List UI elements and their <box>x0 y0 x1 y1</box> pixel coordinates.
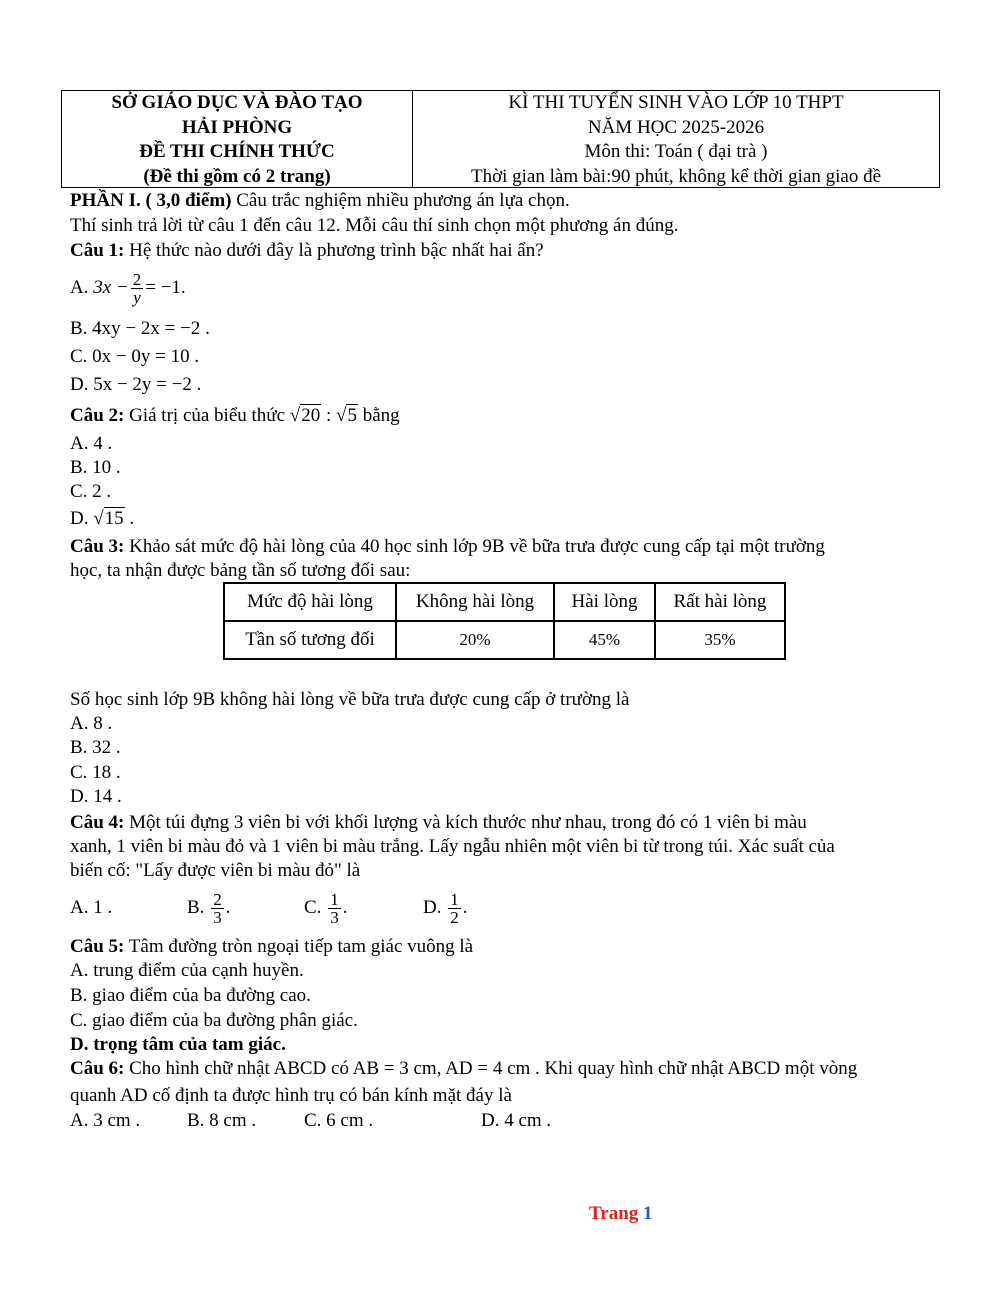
official-exam-label: ĐỀ THI CHÍNH THỨC <box>139 141 335 162</box>
q2-option-a: A. 4 . <box>70 433 113 454</box>
exam-name: KÌ THI TUYỂN SINH VÀO LỚP 10 THPT <box>508 92 844 113</box>
question-4-line2: xanh, 1 viên bi màu đỏ và 1 viên bi màu trắng. Lấy ngẫu nhiên một viên bi từ trong túi. Xác suất của <box>70 836 835 857</box>
q3-option-b: B. 32 . <box>70 737 121 758</box>
time-limit: Thời gian làm bài:90 phút, không kể thời gian giao đề <box>470 165 882 187</box>
q1-option-a: A. 3x − $\frac{2}{y}$ = −1. <box>70 270 186 308</box>
table-cell: 20% <box>396 621 554 659</box>
frequency-table <box>223 582 786 660</box>
q4-b-fraction: $\frac{2}{3}$ <box>213 890 222 928</box>
exam-header <box>61 90 940 188</box>
q4-option-b: B. $\frac{2}{3}$ . <box>187 890 231 928</box>
table-header-row <box>224 583 785 621</box>
q4-option-c: C. $\frac{1}{3}$ . <box>304 890 348 928</box>
q4-d-fraction: $\frac{1}{2}$ <box>450 890 459 928</box>
q2-option-c: C. 2 . <box>70 481 112 502</box>
q1-a-fraction: $\frac{2}{y}$ <box>132 270 142 308</box>
q5-option-c: C. giao điểm của ba đường phân giác. <box>70 1010 358 1031</box>
table-cell: Tần số tương đối <box>224 621 396 659</box>
q4-option-d: D. $\frac{1}{2}$ . <box>423 890 468 928</box>
table-header: Không hài lòng <box>396 583 554 621</box>
subject: Môn thi: Toán ( đại trà ) <box>584 141 768 162</box>
question-6: Câu 6: Cho hình chữ nhật ABCD có AB = 3 cm, AD = 4 cm . Khi quay hình chữ nhật ABCD một vòng <box>70 1058 858 1079</box>
q6-option-c: C. 6 cm . <box>304 1110 374 1131</box>
table-row <box>224 621 785 659</box>
q5-option-a: A. trung điểm của cạnh huyền. <box>70 960 304 981</box>
question-2: Câu 2: Giá trị của biểu thức √20 : √5 bằng <box>70 405 400 426</box>
header-right <box>413 91 939 187</box>
page-count-note: (Đề thi gồm có 2 trang) <box>143 165 331 187</box>
q1-option-c: C. 0x − 0y = 10 . <box>70 346 200 367</box>
part1-title: PHẦN I. ( 3,0 điểm) Câu trắc nghiệm nhiều phương án lựa chọn. <box>70 190 570 211</box>
sqrt-20: √20 <box>289 405 321 426</box>
sqrt-5: √5 <box>336 405 357 426</box>
table-header: Hài lòng <box>554 583 655 621</box>
table-cell: 35% <box>655 621 785 659</box>
part1-instruction: Thí sinh trả lời từ câu 1 đến câu 12. Mỗi câu thí sinh chọn một phương án đúng. <box>70 215 679 236</box>
q5-option-b: B. giao điểm của ba đường cao. <box>70 985 311 1006</box>
q3-question: Số học sinh lớp 9B không hài lòng về bữa trưa được cung cấp ở trường là <box>70 689 630 710</box>
question-4: Câu 4: Một túi đựng 3 viên bi với khối lượng và kích thước như nhau, trong đó có 1 viên bi màu <box>70 812 807 833</box>
question-4-line3: biến cố: "Lấy được viên bi màu đỏ" là <box>70 860 361 881</box>
q3-option-a: A. 8 . <box>70 713 113 734</box>
question-3: Câu 3: Khảo sát mức độ hài lòng của 40 học sinh lớp 9B về bữa trưa được cung cấp tại một trường <box>70 536 825 557</box>
q1-option-b: B. 4xy − 2x = −2 . <box>70 318 210 339</box>
footer-page-word: Trang <box>589 1203 639 1224</box>
table-cell: 45% <box>554 621 655 659</box>
q6-option-a: A. 3 cm . <box>70 1110 141 1131</box>
department-name: SỞ GIÁO DỤC VÀ ĐÀO TẠO <box>111 92 363 113</box>
question-3-line2: học, ta nhận được bảng tần số tương đối sau: <box>70 560 411 581</box>
q6-option-d: D. 4 cm . <box>481 1110 552 1131</box>
footer-page-number: 1 <box>643 1203 653 1224</box>
q3-option-d: D. 14 . <box>70 786 122 807</box>
sqrt-15: √15 <box>93 508 124 529</box>
table-header: Mức độ hài lòng <box>224 583 396 621</box>
question-5: Câu 5: Tâm đường tròn ngoại tiếp tam giác vuông là <box>70 936 474 957</box>
question-1: Câu 1: Hệ thức nào dưới đây là phương trình bậc nhất hai ẩn? <box>70 240 544 261</box>
q2-option-b: B. 10 . <box>70 457 121 478</box>
q4-c-fraction: $\frac{1}{3}$ <box>330 890 339 928</box>
q5-option-d: D. trọng tâm của tam giác. <box>70 1034 286 1055</box>
page-footer <box>589 1203 653 1225</box>
q1-option-d: D. 5x − 2y = −2 . <box>70 374 202 395</box>
city-name: HẢI PHÒNG <box>181 116 293 138</box>
question-6-line2: quanh AD cố định ta được hình trụ có bán kính mặt đáy là <box>70 1085 512 1106</box>
q6-option-b: B. 8 cm . <box>187 1110 257 1131</box>
header-left <box>62 91 413 187</box>
q4-option-a: A. 1 . <box>70 897 113 918</box>
q2-option-d: D. √15 . <box>70 508 135 529</box>
school-year: NĂM HỌC 2025-2026 <box>587 116 765 138</box>
table-header: Rất hài lòng <box>655 583 785 621</box>
q3-option-c: C. 18 . <box>70 762 121 783</box>
